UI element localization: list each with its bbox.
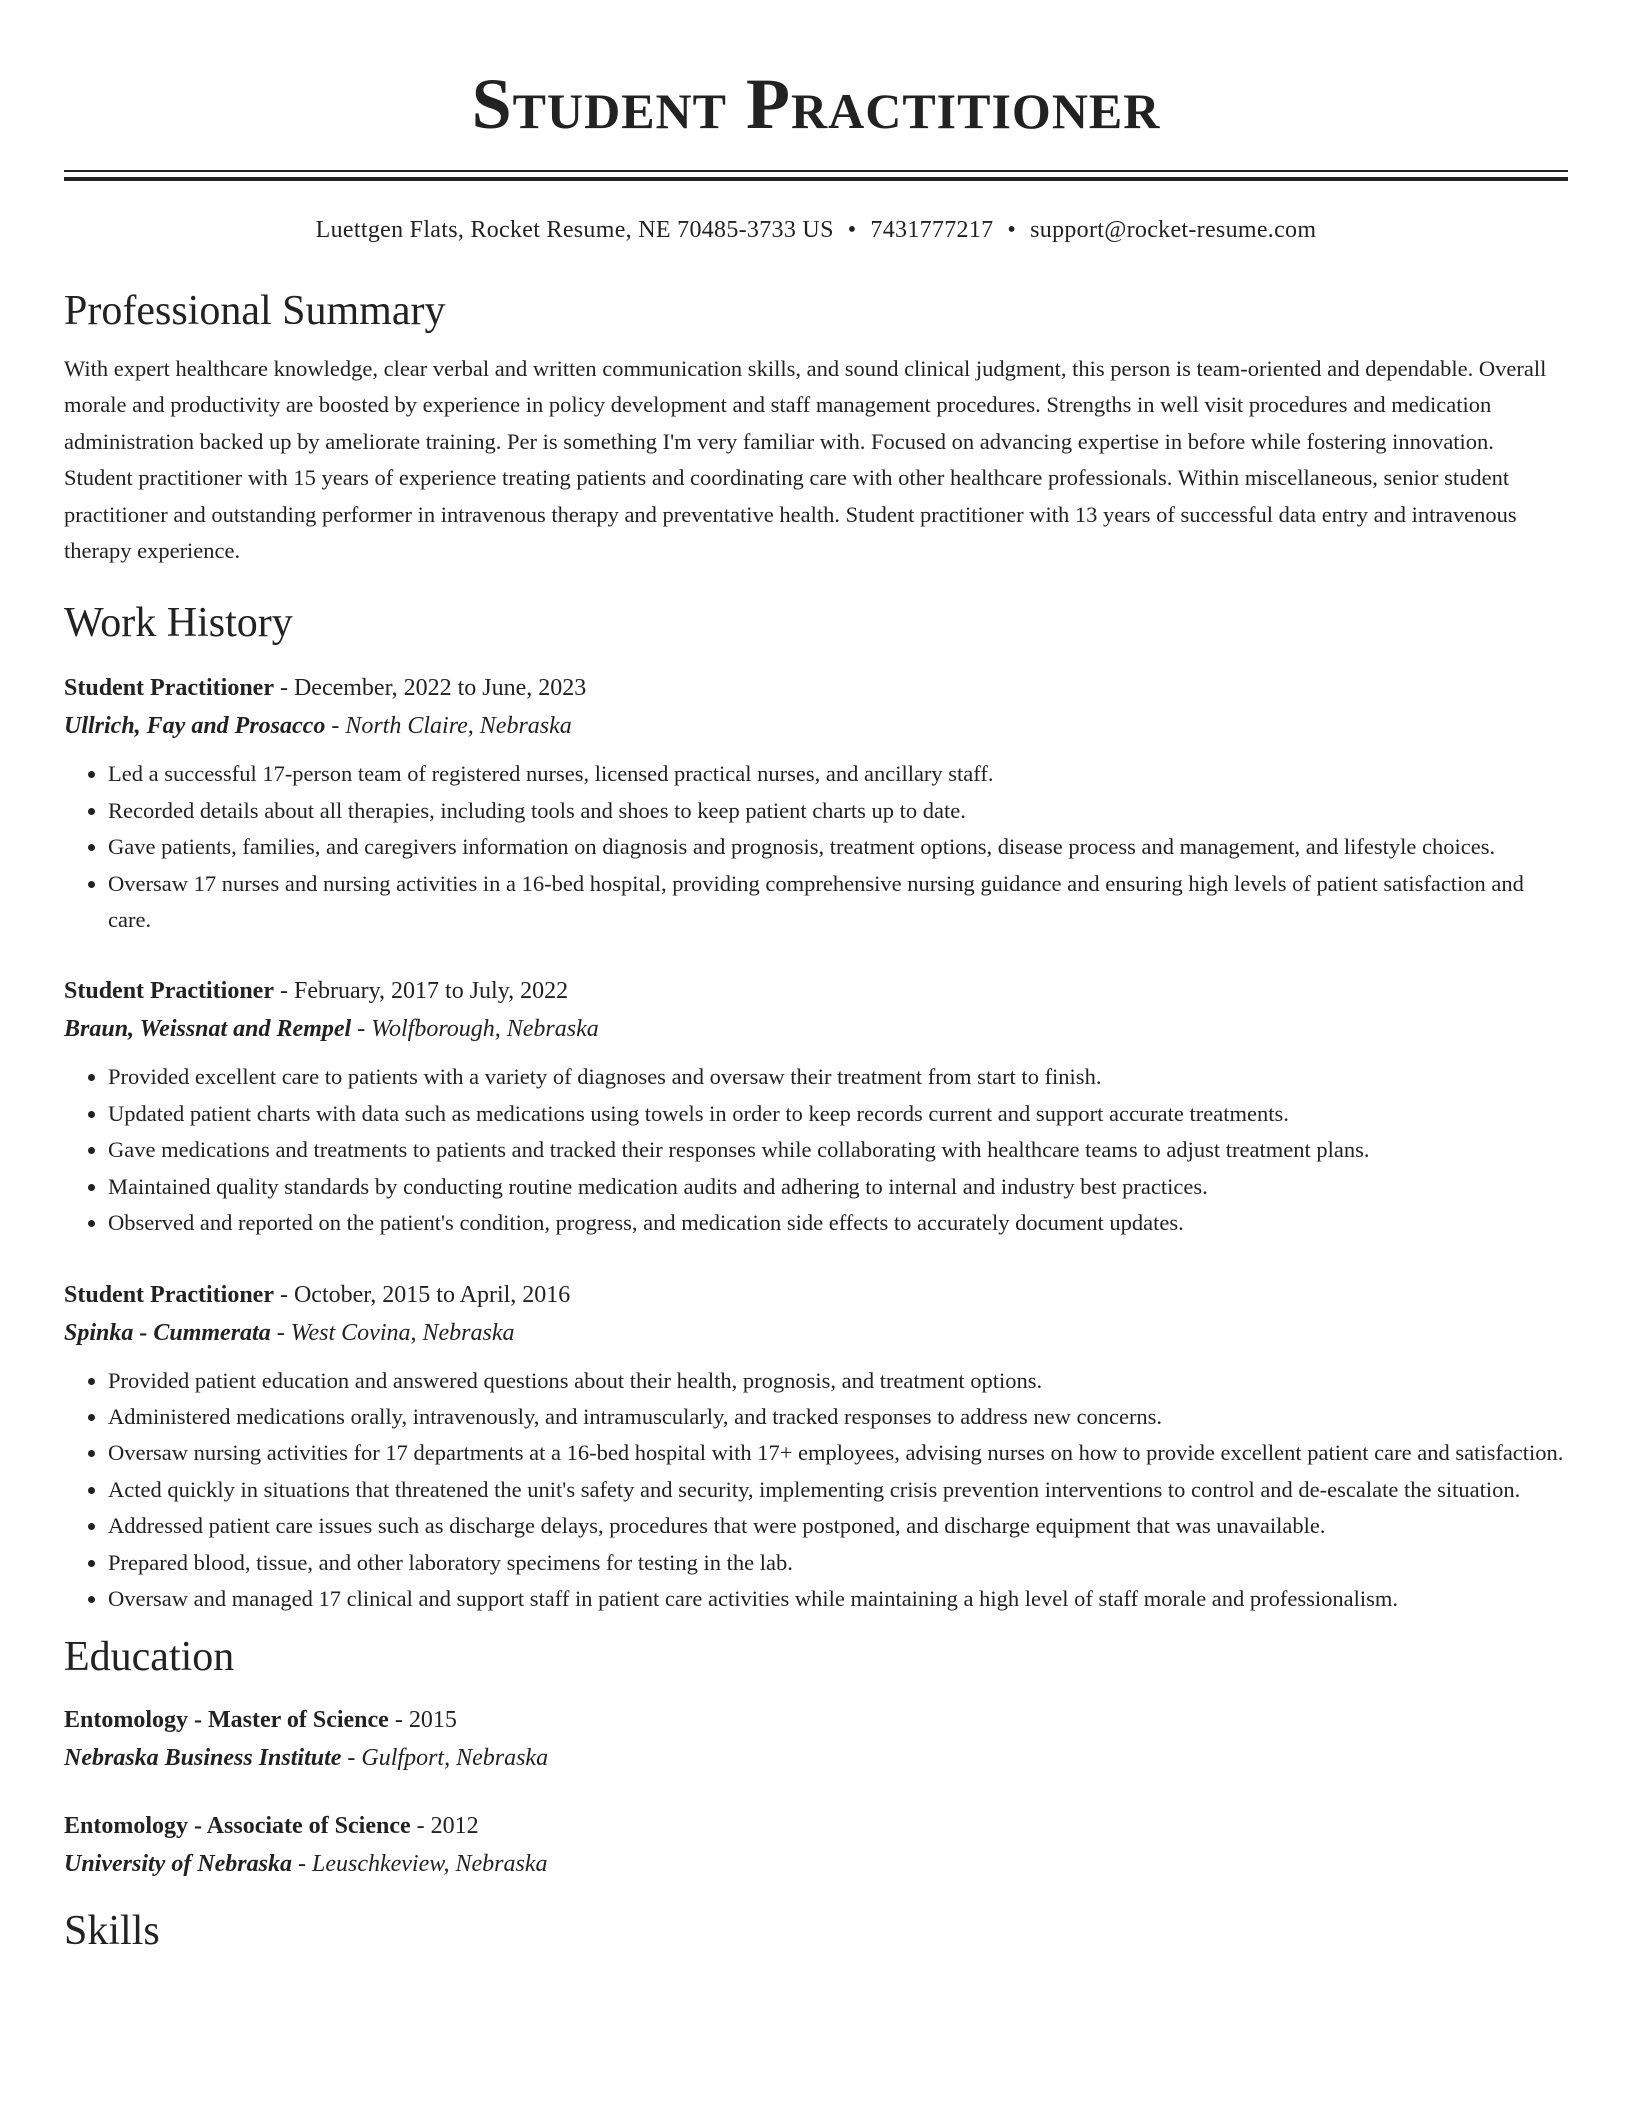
dash: - — [351, 1016, 372, 1043]
summary-heading: Professional Summary — [64, 288, 446, 334]
education-school-line — [64, 1739, 1568, 1777]
education-degree: Entomology - Master of Science — [64, 1707, 389, 1734]
job-bullet: • Provided excellent care to patients with a variety of diagnoses and oversaw their treatment from start to finish. — [108, 1059, 1568, 1095]
education-degree-line — [64, 1701, 1568, 1739]
job-dates: October, 2015 to April, 2016 — [293, 1281, 571, 1308]
job-dates: February, 2017 to July, 2022 — [293, 978, 569, 1005]
dash: - — [388, 1707, 409, 1734]
contact-address: Luettgen Flats, Rocket Resume, NE 70485-3733 US — [315, 217, 834, 243]
candidate-name: Student Practitioner — [471, 64, 1161, 144]
job-bullet: • Administered medications orally, intravenously, and intramuscularly, and tracked responses to address new concerns. — [108, 1399, 1568, 1435]
contact-line — [64, 215, 1568, 245]
job-company: Braun, Weissnat and Rempel — [64, 1016, 352, 1043]
job-bullet: • Gave medications and treatments to patients and tracked their responses while collaborating with healthcare teams to adjust treatment plans. — [108, 1132, 1568, 1168]
job-title: Student Practitioner — [64, 1281, 274, 1308]
job-company-line — [64, 1314, 1568, 1352]
dash: - — [325, 713, 346, 740]
work-history-heading: Work History — [64, 600, 293, 647]
job-company-line — [64, 707, 1568, 745]
job-company-line — [64, 1010, 1568, 1048]
job-bullets — [64, 1363, 1568, 1618]
job-location: West Covina, Nebraska — [290, 1319, 515, 1346]
dash: - — [273, 675, 294, 702]
dash: - — [291, 1851, 312, 1878]
job-bullet: • Recorded details about all therapies, including tools and shoes to keep patient charts up to date. — [108, 793, 1568, 829]
job-entry — [64, 972, 1568, 1241]
job-bullet: • Prepared blood, tissue, and other laboratory specimens for testing in the lab. — [108, 1545, 1568, 1581]
education-entry — [64, 1701, 1568, 1777]
contact-phone: 7431777217 — [870, 217, 994, 243]
dash: - — [273, 978, 294, 1005]
contact-separator: • — [847, 217, 857, 243]
job-title: Student Practitioner — [64, 675, 274, 702]
job-bullet: • Acted quickly in situations that threatened the unit's safety and security, implementing crisis prevention interventions to control and de-escalate the situation. — [108, 1472, 1568, 1508]
education-degree: Entomology - Associate of Science — [64, 1813, 411, 1840]
job-bullet: • Maintained quality standards by conducting routine medication audits and adhering to internal and industry best practices. — [108, 1169, 1568, 1205]
job-location: North Claire, Nebraska — [345, 713, 572, 740]
job-bullet: • Provided patient education and answered questions about their health, prognosis, and treatment options. — [108, 1363, 1568, 1399]
skills-heading: Skills — [64, 1908, 160, 1955]
contact-separator: • — [1007, 217, 1017, 243]
job-bullet: • Oversaw and managed 17 clinical and support staff in patient care activities while maintaining a high level of staff morale and professionalism. — [108, 1581, 1568, 1617]
dash: - — [273, 1281, 294, 1308]
job-company: Spinka - Cummerata — [64, 1319, 271, 1346]
job-bullet: • Oversaw nursing activities for 17 departments at a 16-bed hospital with 17+ employees, advising nurses on how to provide excellent patient care and satisfaction. — [108, 1435, 1568, 1471]
job-entry — [64, 1276, 1568, 1618]
dash: - — [341, 1745, 362, 1772]
job-bullet: • Addressed patient care issues such as discharge delays, procedures that were postponed, and discharge equipment that was unavailable. — [108, 1508, 1568, 1544]
education-school-line — [64, 1845, 1568, 1883]
job-title-line — [64, 669, 1568, 707]
education-location: Gulfport, Nebraska — [361, 1745, 549, 1772]
header-divider — [64, 170, 1568, 181]
job-title: Student Practitioner — [64, 978, 274, 1005]
job-title-line — [64, 972, 1568, 1010]
contact-email: support@rocket-resume.com — [1030, 217, 1317, 243]
education-school: University of Nebraska — [64, 1851, 292, 1878]
education-location: Leuschkeview, Nebraska — [311, 1851, 548, 1878]
dash: - — [410, 1813, 431, 1840]
job-dates: December, 2022 to June, 2023 — [293, 675, 587, 702]
education-year: 2015 — [408, 1707, 457, 1734]
dash: - — [270, 1319, 291, 1346]
job-bullet: • Updated patient charts with data such as medications using towels in order to keep records current and support accurate treatments. — [108, 1096, 1568, 1132]
job-title-line — [64, 1276, 1568, 1314]
job-bullet: • Oversaw 17 nurses and nursing activities in a 16-bed hospital, providing comprehensive nursing guidance and ensuring high levels of patient satisfaction and care. — [108, 866, 1568, 939]
job-bullet: • Led a successful 17-person team of registered nurses, licensed practical nurses, and ancillary staff. — [108, 756, 1568, 792]
education-year: 2012 — [430, 1813, 479, 1840]
job-bullet: • Gave patients, families, and caregivers information on diagnosis and prognosis, treatment options, disease process and management, and lifestyle choices. — [108, 829, 1568, 865]
job-entry — [64, 669, 1568, 938]
job-bullet: • Observed and reported on the patient's condition, progress, and medication side effects to accurately document updates. — [108, 1205, 1568, 1241]
education-degree-line — [64, 1807, 1568, 1845]
education-school: Nebraska Business Institute — [64, 1745, 342, 1772]
resume-page — [64, 0, 1568, 1957]
education-heading: Education — [64, 1634, 235, 1681]
job-company: Ullrich, Fay and Prosacco — [64, 713, 326, 740]
education-entry — [64, 1807, 1568, 1883]
job-bullets — [64, 756, 1568, 938]
summary-text: With expert healthcare knowledge, clear verbal and written communication skills, and sound clinical judgment, this person is team-oriented and dependable. Overall morale and productivity are boosted by experience in policy development and staff management procedures. Strengths in well visit procedures and medication administration backed up by ameliorate training. Per is something I'm very familiar with. Focused on advancing expertise in before while fostering innovation. Student practitioner with 15 years of experience treating patients and coordinating care with other healthcare professionals. Within miscellaneous, senior student practitioner and outstanding performer in intravenous therapy and preventative health. Student practitioner with 13 years of successful data entry and intravenous therapy experience. — [64, 356, 1547, 564]
job-bullets — [64, 1059, 1568, 1241]
job-location: Wolfborough, Nebraska — [371, 1016, 599, 1043]
